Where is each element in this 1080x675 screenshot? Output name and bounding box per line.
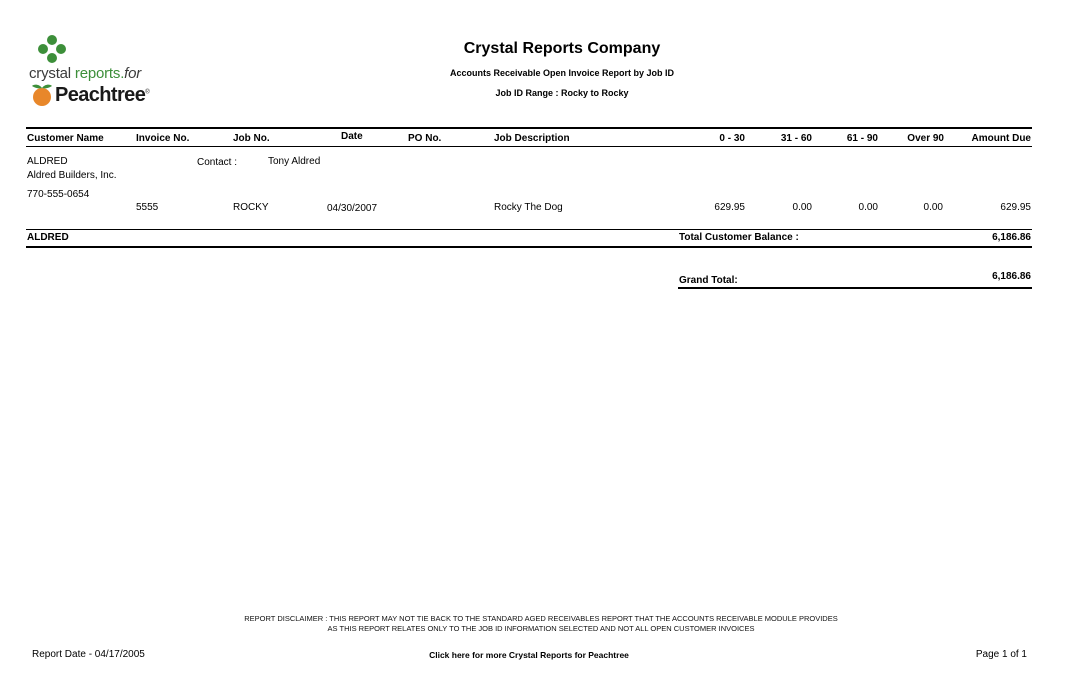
amount-61-90: 0.00 (858, 202, 878, 213)
crystal-reports-peachtree-logo: crystal reports.for Peachtree® (27, 34, 153, 110)
disclaimer-line-2: AS THIS REPORT RELATES ONLY TO THE JOB ID INFORMATION SELECTED AND NOT ALL OPEN CUSTOMER INVOICES (327, 624, 755, 633)
customer-total-value: 6,186.86 (992, 232, 1031, 243)
col-job-no: Job No. (233, 133, 270, 144)
customer-id: ALDRED (27, 156, 68, 167)
amount-due: 629.95 (1000, 202, 1031, 213)
grand-total-label: Grand Total: (679, 275, 738, 286)
contact-label: Contact : (197, 157, 238, 168)
col-job-description: Job Description (494, 133, 570, 144)
customer-total-id: ALDRED (27, 232, 69, 243)
invoice-no: 5555 (136, 202, 159, 213)
invoice-date: 04/30/2007 (327, 203, 378, 214)
col-invoice-no: Invoice No. (136, 133, 190, 144)
grand-total-value: 6,186.86 (992, 271, 1031, 282)
col-over-90: Over 90 (907, 133, 944, 144)
header-top-rule (26, 127, 1032, 129)
amount-31-60: 0.00 (792, 202, 812, 213)
grand-total-rule (678, 287, 1032, 289)
amount-0-30: 629.95 (714, 202, 745, 213)
col-po-no: PO No. (408, 133, 442, 144)
amount-over-90: 0.00 (923, 202, 943, 213)
report-title: Accounts Receivable Open Invoice Report by Job ID (449, 68, 675, 78)
contact-name: Tony Aldred (268, 156, 321, 167)
page-number: Page 1 of 1 (975, 649, 1027, 660)
company-name: Crystal Reports Company (463, 40, 661, 57)
customer-total-bottom-rule (26, 246, 1032, 248)
col-61-90: 61 - 90 (846, 133, 878, 144)
customer-name: Aldred Builders, Inc. (27, 170, 117, 181)
customer-total-label: Total Customer Balance : (679, 232, 799, 243)
col-0-30: 0 - 30 (719, 133, 745, 144)
customer-total-top-rule (26, 229, 1032, 230)
report-date: Report Date - 04/17/2005 (32, 649, 145, 660)
col-amount-due: Amount Due (971, 133, 1031, 144)
col-date: Date (341, 131, 363, 142)
job-description: Rocky The Dog (494, 202, 563, 213)
header-bottom-rule (26, 146, 1032, 147)
crystal-reports-link[interactable]: Click here for more Crystal Reports for Peachtree (429, 650, 629, 660)
col-31-60: 31 - 60 (780, 133, 812, 144)
col-customer-name: Customer Name (27, 133, 104, 144)
disclaimer-line-1: REPORT DISCLAIMER : THIS REPORT MAY NOT TIE BACK TO THE STANDARD AGED RECEIVABLES REPORT THAT THE ACCOUNTS RECEIVABLE MODULE PROVIDES (244, 614, 838, 623)
report-range: Job ID Range : Rocky to Rocky (495, 88, 629, 98)
customer-phone: 770-555-0654 (27, 189, 90, 200)
job-no: ROCKY (233, 202, 269, 213)
